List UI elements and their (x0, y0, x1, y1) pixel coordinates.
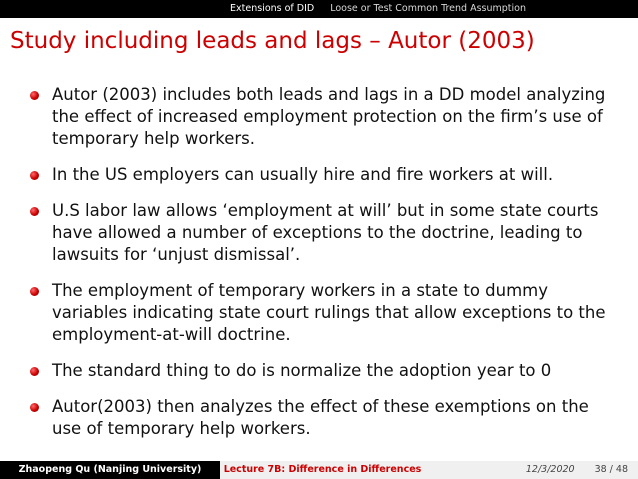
footer-author: Zhaopeng Qu (Nanjing University) (0, 461, 220, 479)
bullet-marker-icon (30, 207, 39, 216)
bullet-marker-icon (30, 287, 39, 296)
bullet-marker-icon (30, 403, 39, 412)
nav-section-extensions-of-did[interactable]: Extensions of DID (230, 3, 315, 14)
bullet-text: Autor (2003) includes both leads and lags in a DD model analyzing the effect of increased employment protection on the firm’s use of temporary help workers. (52, 85, 606, 148)
bullet-item (30, 200, 615, 266)
top-navigation-bar (0, 0, 638, 18)
bullet-text: U.S labor law allows ‘employment at will’ but in some state courts have allowed a number of exceptions to the doctrine, leading to lawsuits for ‘unjust dismissal’. (52, 201, 599, 264)
bullet-item (30, 280, 615, 346)
bullet-text: The standard thing to do is normalize the adoption year to 0 (52, 361, 552, 380)
bullet-item (30, 84, 615, 150)
footer-date: 12/3/2020 (525, 464, 575, 475)
footer-page-number: 38 / 48 (594, 464, 628, 475)
bullet-item (30, 360, 615, 382)
bullet-marker-icon (30, 171, 39, 180)
slide-title: Study including leads and lags – Autor (2003) (10, 28, 535, 54)
footer-bar (0, 461, 638, 479)
bullet-item (30, 164, 615, 186)
bullet-item (30, 396, 615, 440)
bullet-marker-icon (30, 367, 39, 376)
bullet-text: The employment of temporary workers in a state to dummy variables indicating state court rulings that allow exceptions to the employment-at-will doctrine. (52, 281, 606, 344)
footer-lecture-title: Lecture 7B: Difference in Differences (220, 461, 425, 479)
bullet-list (30, 84, 615, 454)
nav-subsection-common-trend[interactable]: Loose or Test Common Trend Assumption (330, 3, 526, 14)
footer-meta (425, 461, 638, 479)
bullet-text: Autor(2003) then analyzes the effect of these exemptions on the use of temporary help workers. (52, 397, 589, 438)
bullet-text: In the US employers can usually hire and fire workers at will. (52, 165, 554, 184)
bullet-marker-icon (30, 91, 39, 100)
